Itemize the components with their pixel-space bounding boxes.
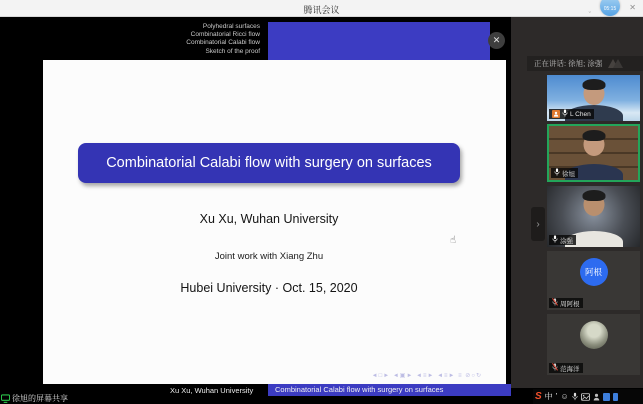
participant-video-tile[interactable] bbox=[547, 75, 640, 121]
participant-name-label bbox=[549, 235, 576, 245]
mic-on-icon bbox=[562, 109, 568, 119]
participant-name-label bbox=[549, 298, 583, 308]
beamer-nav-symbols: ◄□► ◄▣► ◄≡► ◄≡► ≡ ⊘○↻ bbox=[371, 373, 482, 379]
outline-item: Combinatorial Calabi flow bbox=[186, 39, 260, 47]
slide-outline-list bbox=[0, 23, 260, 56]
mic-on-icon bbox=[552, 235, 558, 245]
tencent-meeting-logo-icon bbox=[608, 59, 623, 68]
sogou-logo-icon[interactable]: S bbox=[535, 391, 542, 402]
mic-muted-icon bbox=[552, 363, 558, 373]
footer-author: Xu Xu, Wuhan University bbox=[170, 386, 254, 395]
footer-title: Combinatorial Calabi flow with surgery on surfaces bbox=[268, 384, 511, 396]
mic-input-icon[interactable] bbox=[572, 388, 578, 404]
handwriting-pad-icon[interactable] bbox=[581, 388, 590, 404]
participant-video-tile-active[interactable] bbox=[547, 124, 640, 182]
ime-toolbar bbox=[533, 389, 643, 404]
mic-muted-icon bbox=[552, 298, 558, 308]
slide-header-accent-bar bbox=[268, 22, 490, 60]
slide-venue-date: Hubei University · Oct. 15, 2020 bbox=[180, 281, 358, 295]
share-monitor-icon bbox=[1, 394, 10, 403]
participant-avatar-tile[interactable] bbox=[547, 251, 640, 310]
emoji-icon[interactable]: ☺ bbox=[560, 392, 569, 401]
collapse-caret-icon: ˬ bbox=[588, 6, 591, 13]
participant-name-label bbox=[549, 109, 594, 119]
chevron-right-icon: › bbox=[536, 218, 540, 230]
screen-share-indicator[interactable] bbox=[1, 392, 68, 404]
chinese-mode-icon[interactable]: 中 bbox=[544, 392, 553, 401]
participants-sidebar bbox=[511, 17, 643, 388]
screen-share-region bbox=[0, 17, 511, 404]
window-titlebar bbox=[0, 0, 643, 17]
sidebar-collapse-button[interactable] bbox=[531, 207, 545, 241]
slide-joint-work: Joint work with Xiang Zhu bbox=[214, 251, 324, 262]
participant-video-tile[interactable] bbox=[547, 186, 640, 247]
meeting-timer-text: 05:15 bbox=[603, 6, 617, 12]
participant-name: 周阿根 bbox=[560, 300, 580, 308]
person-icon[interactable] bbox=[593, 388, 600, 404]
slide-author: Xu Xu, Wuhan University bbox=[199, 212, 339, 226]
toolbox-icon[interactable] bbox=[603, 393, 610, 401]
participant-name-label bbox=[551, 168, 578, 178]
share-close-button[interactable] bbox=[488, 32, 505, 49]
speaking-now-label: 正在讲话: 徐旭; 涂强 bbox=[534, 59, 603, 68]
participant-name: 范海洋 bbox=[560, 365, 580, 373]
avatar bbox=[580, 321, 608, 349]
window-close-icon[interactable]: ✕ bbox=[629, 3, 636, 12]
participant-name: L Chen bbox=[570, 110, 591, 118]
hidden-icon[interactable] bbox=[613, 393, 618, 401]
participant-name: 徐旭 bbox=[562, 170, 575, 178]
outline-item: Polyhedral surfaces bbox=[202, 23, 260, 30]
participant-name-label bbox=[549, 363, 583, 373]
presentation-slide bbox=[43, 60, 506, 384]
host-badge-icon bbox=[552, 110, 560, 118]
participant-name: 涂强 bbox=[560, 237, 573, 245]
mic-on-icon bbox=[554, 168, 560, 178]
punctuation-icon[interactable]: ’ bbox=[555, 392, 558, 401]
hand-cursor-icon: ☝ bbox=[450, 235, 457, 246]
slide-title: Combinatorial Calabi flow with surgery on surfaces bbox=[78, 143, 460, 183]
close-icon: ✕ bbox=[492, 35, 501, 45]
slide-footer-bar bbox=[0, 384, 511, 396]
window-title: 腾讯会议 bbox=[303, 5, 340, 15]
speaking-now-bar bbox=[527, 56, 643, 71]
share-indicator-label: 徐旭的屏幕共享 bbox=[12, 393, 68, 403]
outline-item: Combinatorial Ricci flow bbox=[190, 31, 260, 39]
avatar: 阿根 bbox=[580, 258, 608, 286]
outline-item: Sketch of the proof bbox=[205, 47, 260, 55]
participant-avatar-tile[interactable] bbox=[547, 314, 640, 375]
